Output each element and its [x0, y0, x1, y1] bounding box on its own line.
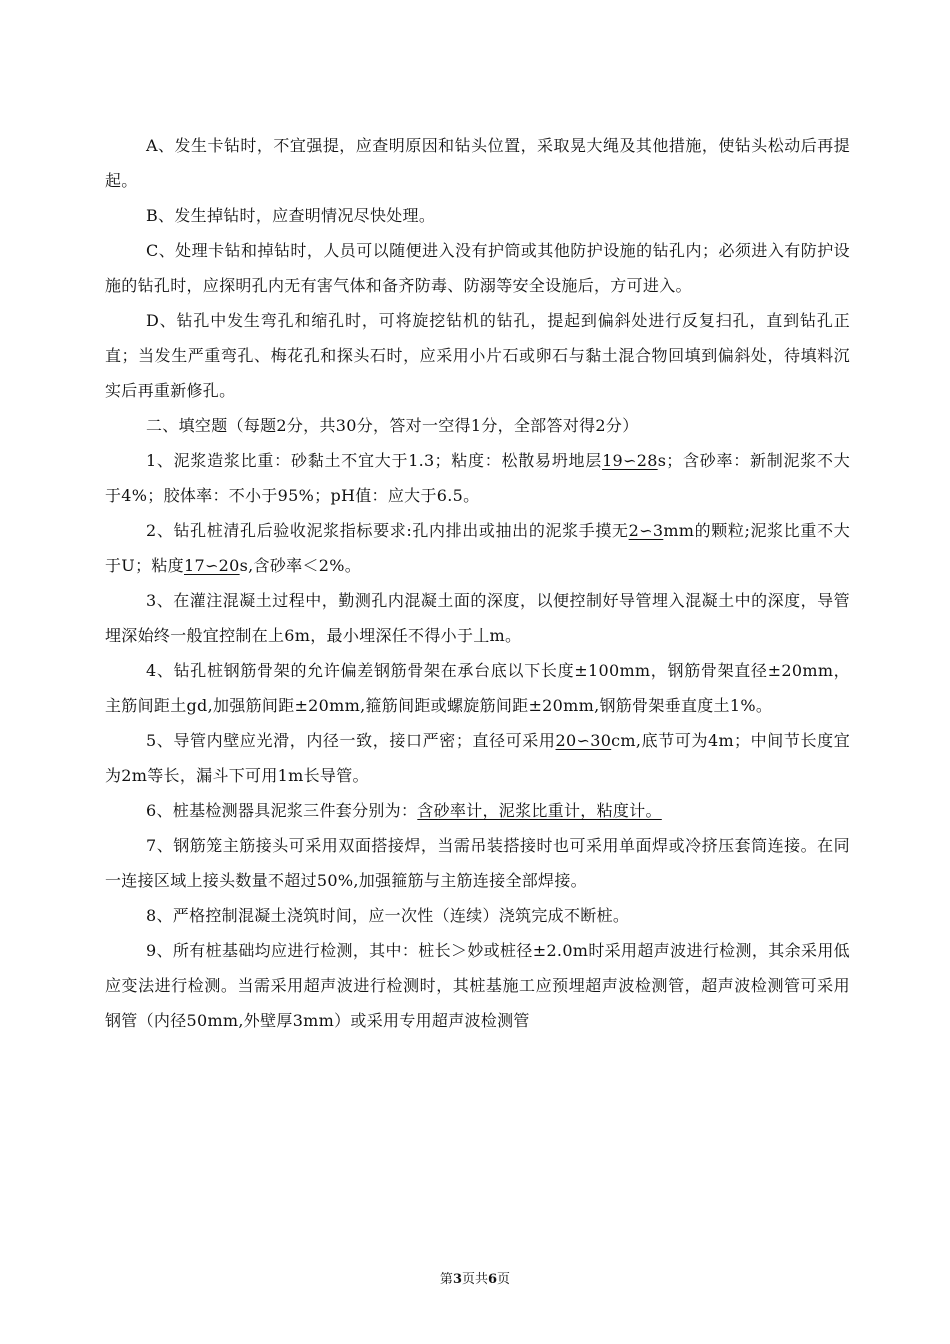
question-8: 8、严格控制混凝土浇筑时间，应一次性（连续）浇筑完成不断桩。 [146, 906, 630, 925]
question-7: 7、钢筋笼主筋接头可采用双面搭接焊，当需吊装搭接时也可采用单面焊或冷挤压套筒连接。在同一连接区域上接头数量不超过50%,加强箍筋与主筋连接全部焊接。 [105, 836, 850, 890]
paragraph-c: C、处理卡钻和掉钻时，人员可以随便进入没有护筒或其他防护设施的钻孔内；必须进入有防护设施的钻孔时，应探明孔内无有害气体和备齐防毒、防溺等安全设施后，方可进入。 [105, 241, 850, 295]
question-5: 5、导管内壁应光滑，内径一致，接口严密；直径可采用20∽30cm,底节可为4m；中间节长度宜为2m等长，漏斗下可用1m长导管。 [105, 731, 850, 785]
page-footer: 第3页共6页 [439, 1272, 511, 1287]
answer-1: 19∽28 [602, 451, 658, 470]
total-page-number: 6 [488, 1272, 498, 1287]
paragraph-d: D、钻孔中发生弯孔和缩孔时，可将旋挖钻机的钻孔，提起到偏斜处进行反复扫孔，直到钻孔正直；当发生严重弯孔、梅花孔和探头石时，应采用小片石或卵石与黏土混合物回填到偏斜处，待填料沉实后再重新修孔。 [105, 311, 850, 400]
section-heading-fill-in: 二、填空题（每题2分，共30分，答对一空得1分，全部答对得2分） [146, 416, 639, 435]
answer-5: 20∽30 [555, 731, 612, 750]
answer-6: 含砂率计，泥浆比重计，粘度计。 [417, 801, 662, 820]
paragraph-b: B、发生掉钻时，应查明情况尽快处理。 [146, 206, 436, 225]
current-page-number: 3 [452, 1272, 462, 1287]
answer-2b: 17∽20 [184, 556, 240, 575]
question-1: 1、泥浆造浆比重：砂黏土不宜大于1.3；粘度：松散易坍地层19∽28s；含砂率：新制泥浆不大于4%；胶体率：不小于95%；pH值：应大于6.5。 [105, 451, 851, 505]
question-4: 4、钻孔桩钢筋骨架的允许偏差钢筋骨架在承台底以下长度±100mm，钢筋骨架直径±20mm，主筋间距土gd,加强筋间距±20mm,箍筋间距或螺旋筋间距±20mm,钢筋骨架垂直度土1%。 [105, 661, 850, 715]
paragraph-a: A、发生卡钻时，不宜强提，应查明原因和钻头位置，采取晃大绳及其他措施，使钻头松动后再提起。 [105, 136, 850, 190]
document-body [105, 128, 850, 1038]
question-6: 6、桩基检测器具泥浆三件套分别为：含砂率计，泥浆比重计，粘度计。 [146, 801, 662, 820]
answer-2a: 2∽3 [628, 521, 664, 540]
question-2: 2、钻孔桩清孔后验收泥浆指标要求:孔内排出或抽出的泥浆手摸无2∽3mm的颗粒;泥浆比重不大于U；粘度17∽20s,含砂率＜2%。 [105, 521, 850, 575]
question-3: 3、在灌注混凝土过程中，勤测孔内混凝土面的深度，以便控制好导管埋入混凝土中的深度，导管埋深始终一般宜控制在上6m，最小埋深任不得小于丄m。 [105, 591, 850, 645]
question-9: 9、所有桩基础均应进行检测，其中：桩长＞妙或桩径±2.0m时采用超声波进行检测，其余采用低应变法进行检测。当需采用超声波进行检测时，其桩基施工应预埋超声波检测管，超声波检测管可采用钢管（内径50mm,外壁厚3mm）或采用专用超声波检测管 [105, 941, 850, 1030]
